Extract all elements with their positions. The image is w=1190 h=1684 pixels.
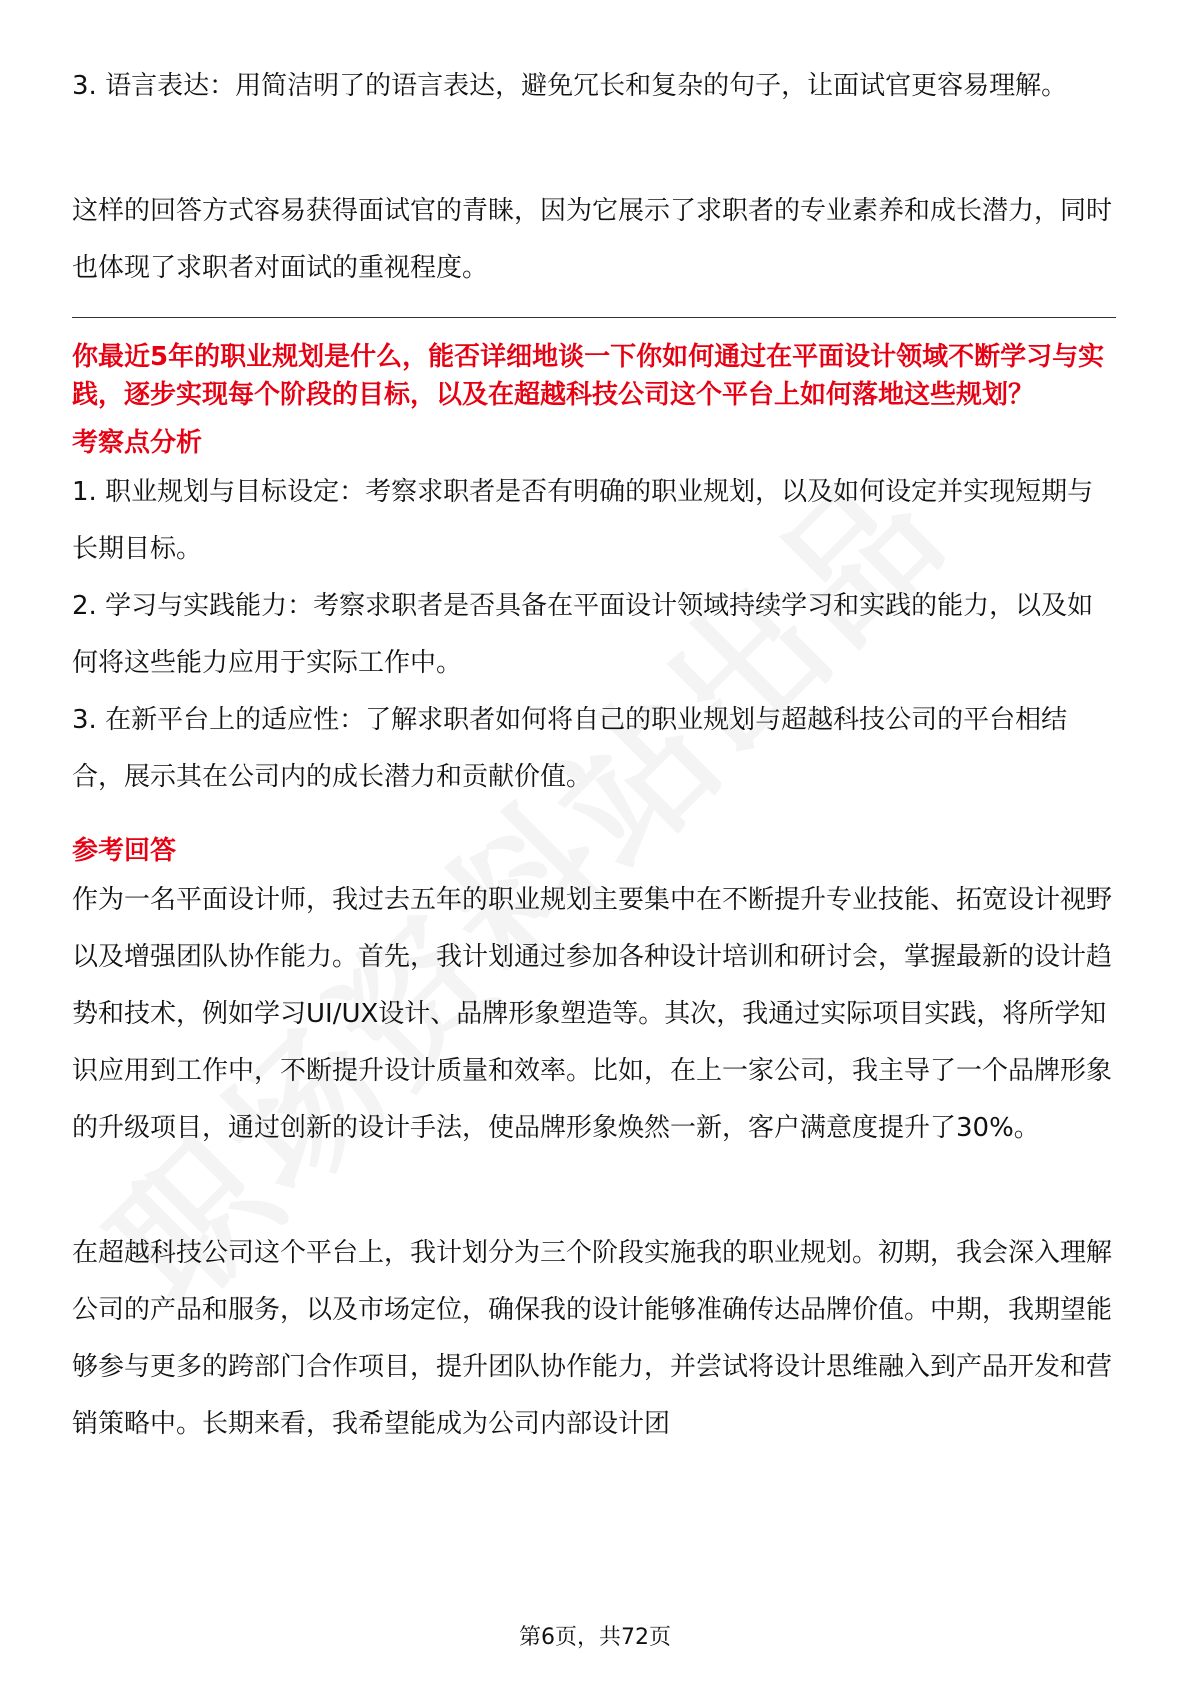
interview-question: 你最近5年的职业规划是什么，能否详细地谈一下你如何通过在平面设计领域不断学习与实践，逐步实现每个阶段的目标，以及在超越科技公司这个平台上如何落地这些规划？	[72, 342, 1105, 410]
section-divider	[72, 317, 1116, 318]
spacer	[72, 1157, 1116, 1225]
analysis-heading: 考察点分析	[72, 428, 203, 458]
analysis-item-2: 2. 学习与实践能力：考察求职者是否具备在平面设计领域持续学习和实践的能力，以及如何将这些能力应用于实际工作中。	[72, 591, 1094, 678]
reference-paragraph-2: 在超越科技公司这个平台上，我计划分为三个阶段实施我的职业规划。初期，我会深入理解公司的产品和服务，以及市场定位，确保我的设计能够准确传达品牌价值。中期，我期望能够参与更多的跨部门合作项目，提升团队协作能力，并尝试将设计思维融入到产品开发和营销策略中。长期来看，我希望能成为公司内部设计团	[72, 1238, 1113, 1439]
page-content	[72, 58, 1116, 1453]
intro-paragraph-2: 这样的回答方式容易获得面试官的青睐，因为它展示了求职者的专业素养和成长潜力，同时也体现了求职者对面试的重视程度。	[72, 196, 1113, 283]
reference-paragraph-1: 作为一名平面设计师，我过去五年的职业规划主要集中在不断提升专业技能、拓宽设计视野以及增强团队协作能力。首先，我计划通过参加各种设计培训和研讨会，掌握最新的设计趋势和技术，例如学习UI/UX设计、品牌形象塑造等。其次，我通过实际项目实践，将所学知识应用到工作中，不断提升设计质量和效率。比如，在上一家公司，我主导了一个品牌形象的升级项目，通过创新的设计手法，使品牌形象焕然一新，客户满意度提升了30%。	[72, 885, 1113, 1143]
spacer	[72, 115, 1116, 183]
intro-paragraph-1: 3. 语言表达：用简洁明了的语言表达，避免冗长和复杂的句子，让面试官更容易理解。	[72, 71, 1068, 101]
page-number: 第6页，共72页	[519, 1625, 671, 1650]
reference-heading: 参考回答	[72, 836, 177, 866]
analysis-item-1: 1. 职业规划与目标设定：考察求职者是否有明确的职业规划，以及如何设定并实现短期与长期目标。	[72, 477, 1094, 564]
analysis-item-3: 3. 在新平台上的适应性：了解求职者如何将自己的职业规划与超越科技公司的平台相结合，展示其在公司内的成长潜力和贡献价值。	[72, 705, 1068, 792]
